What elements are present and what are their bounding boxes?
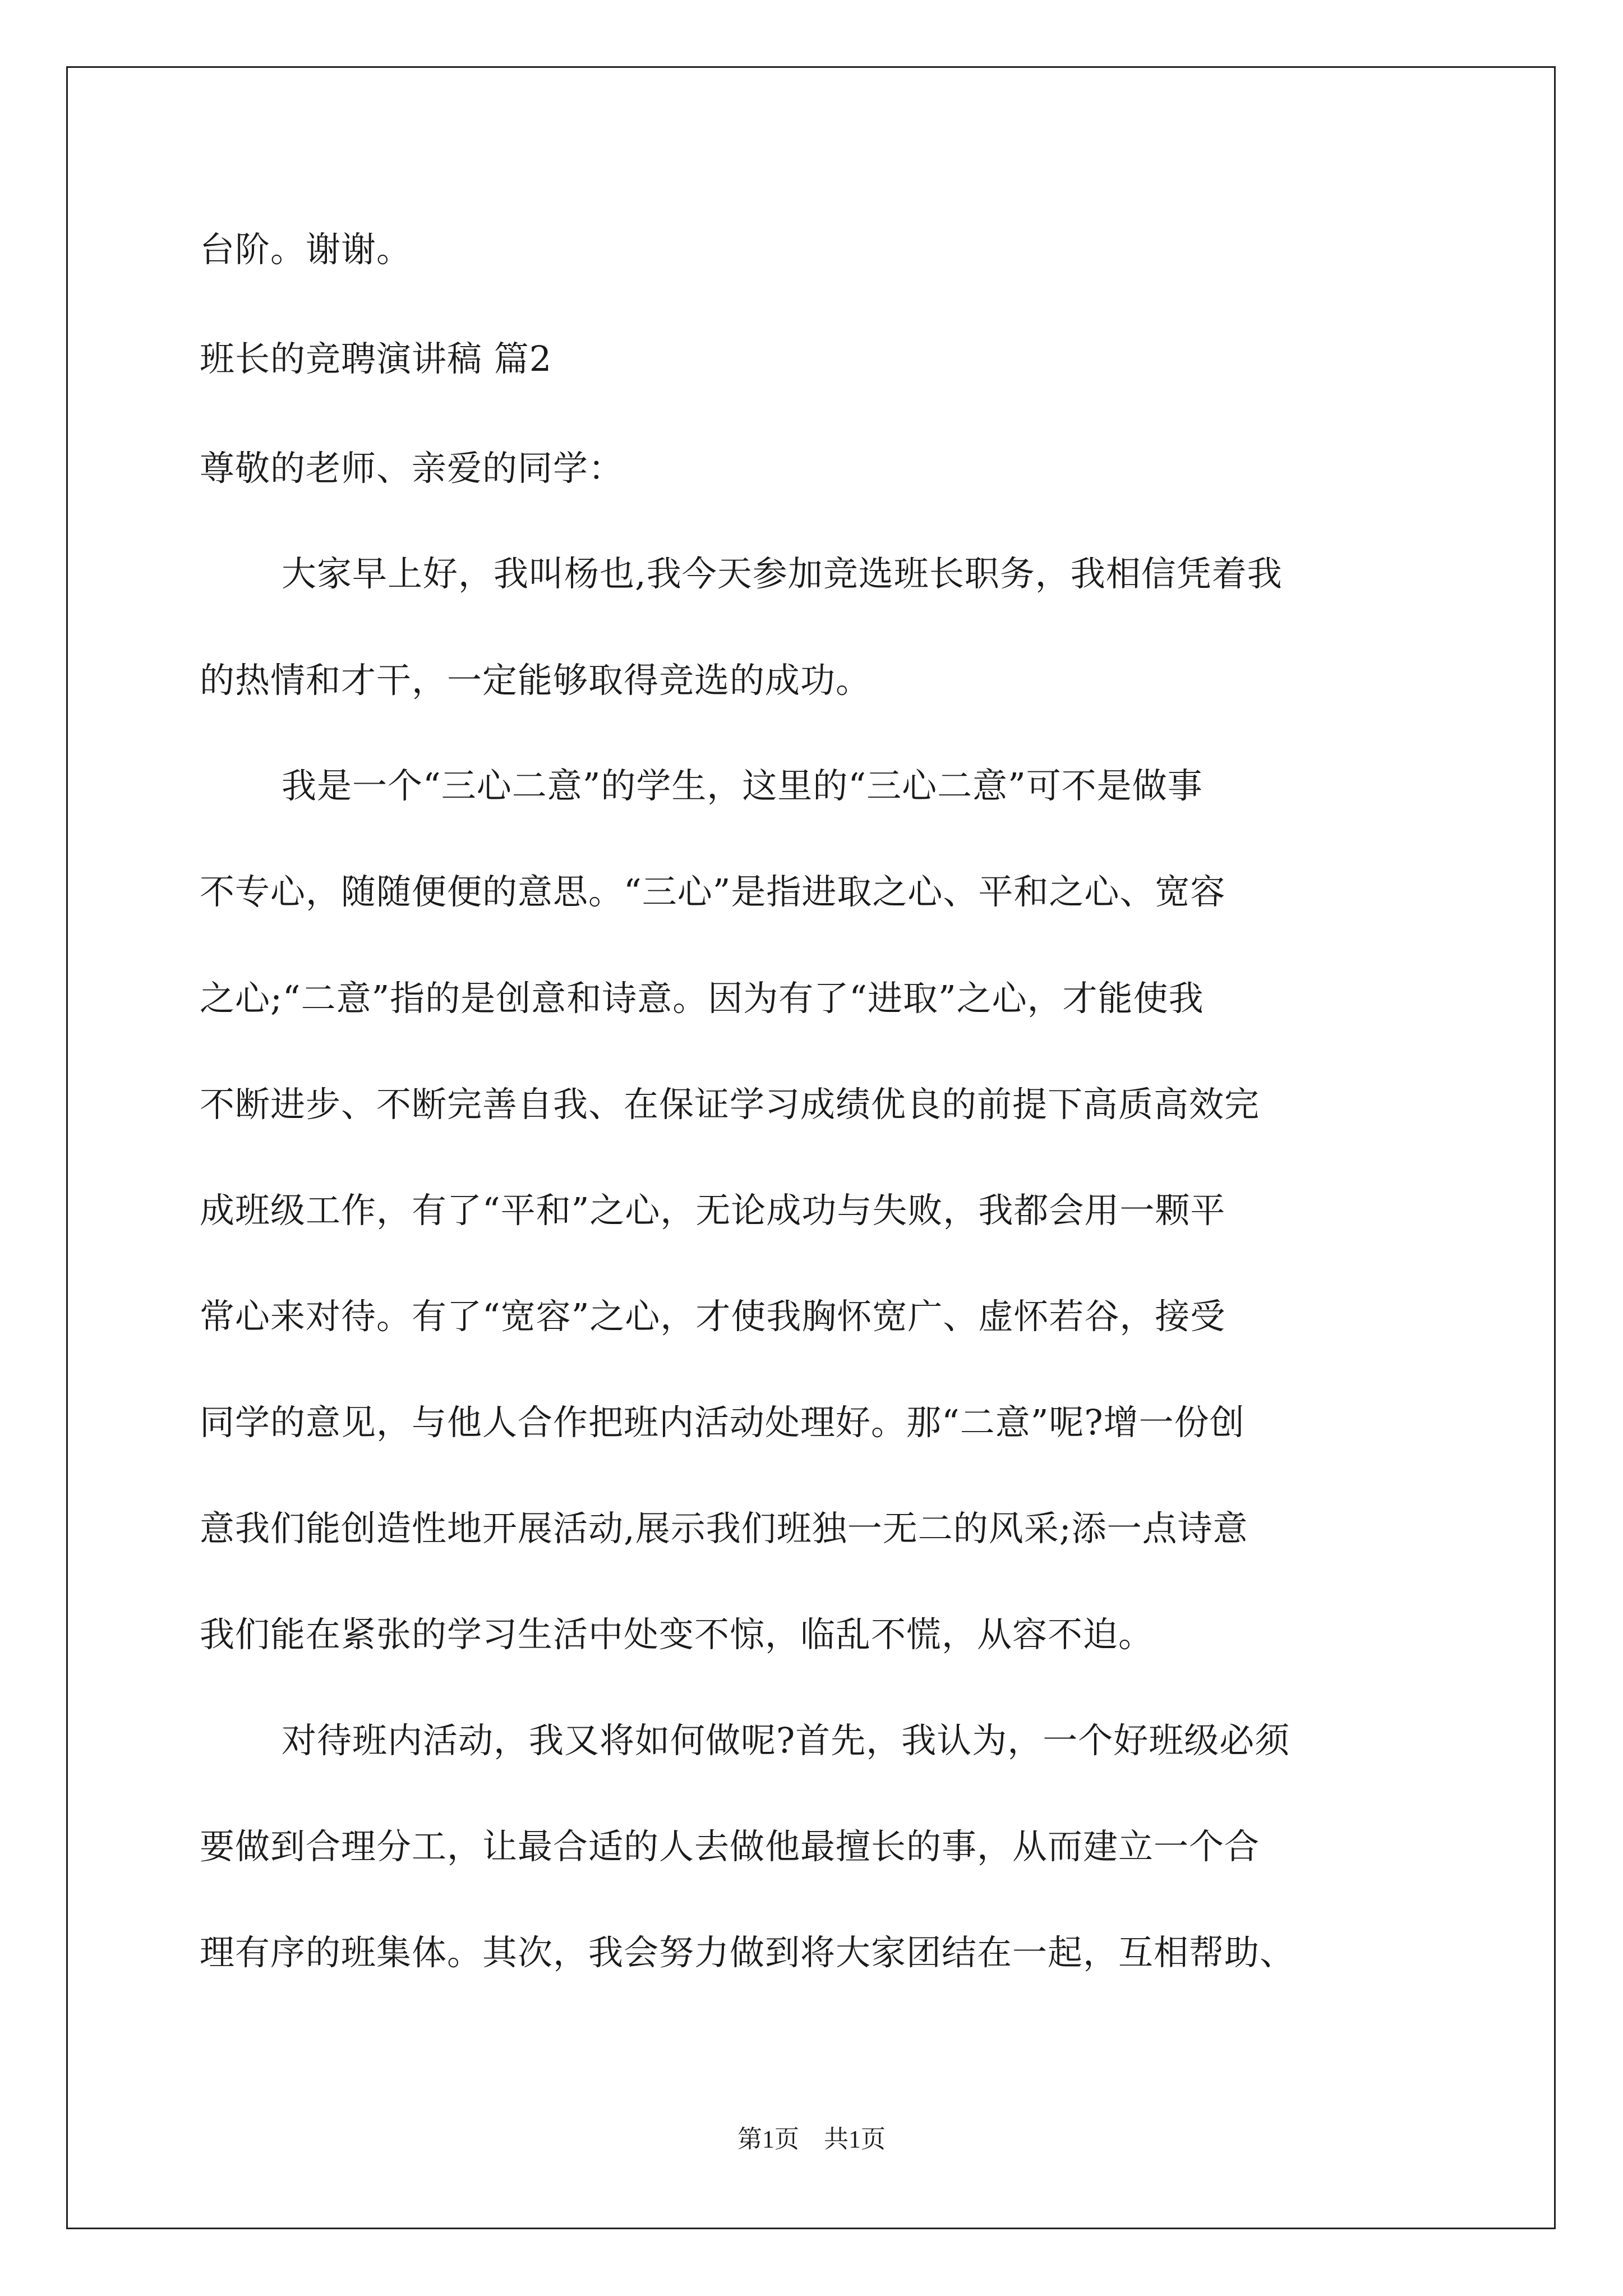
paragraph-line: 常心来对待。有了“宽容”之心，才使我胸怀宽广、虚怀若谷，接受 [200, 1296, 1226, 1337]
paragraph-line: 我是一个“三心二意”的学生，这里的“三心二意”可不是做事 [282, 765, 1203, 806]
page-border [66, 66, 1556, 2229]
paragraph-line: 要做到合理分工，让最合适的人去做他最擅长的事，从而建立一个合 [200, 1826, 1260, 1867]
salutation: 尊敬的老师、亲爱的同学： [200, 448, 624, 489]
paragraph-line: 的热情和才干，一定能够取得竞选的成功。 [200, 660, 872, 701]
paragraph-line: 大家早上好，我叫杨也,我今天参加竞选班长职务，我相信凭着我 [282, 553, 1283, 594]
paragraph-line: 对待班内活动，我又将如何做呢?首先，我认为，一个好班级必须 [282, 1720, 1290, 1761]
paragraph-line: 理有序的班集体。其次，我会努力做到将大家团结在一起，互相帮助、 [200, 1932, 1295, 1973]
paragraph-line: 不断进步、不断完善自我、在保证学习成绩优良的前提下高质高效完 [200, 1084, 1260, 1125]
page-footer: 第1页 共1页 [737, 2125, 886, 2153]
paragraph-line: 同学的意见，与他人合作把班内活动处理好。那“二意”呢?增一份创 [200, 1402, 1245, 1443]
paragraph-line: 之心;“二意”指的是创意和诗意。因为有了“进取”之心，才能使我 [200, 978, 1204, 1019]
paragraph-line: 意我们能创造性地开展活动,展示我们班独一无二的风采;添一点诗意 [200, 1508, 1248, 1549]
paragraph-line: 不专心，随随便便的意思。“三心”是指进取之心、平和之心、宽容 [200, 871, 1226, 912]
section-heading: 班长的竞聘演讲稿 篇2 [200, 338, 552, 379]
paragraph-line: 成班级工作，有了“平和”之心，无论成功与失败，我都会用一颗平 [200, 1190, 1226, 1231]
text-line: 台阶。谢谢。 [200, 229, 412, 270]
paragraph-line: 我们能在紧张的学习生活中处变不惊，临乱不慌，从容不迫。 [200, 1614, 1154, 1655]
